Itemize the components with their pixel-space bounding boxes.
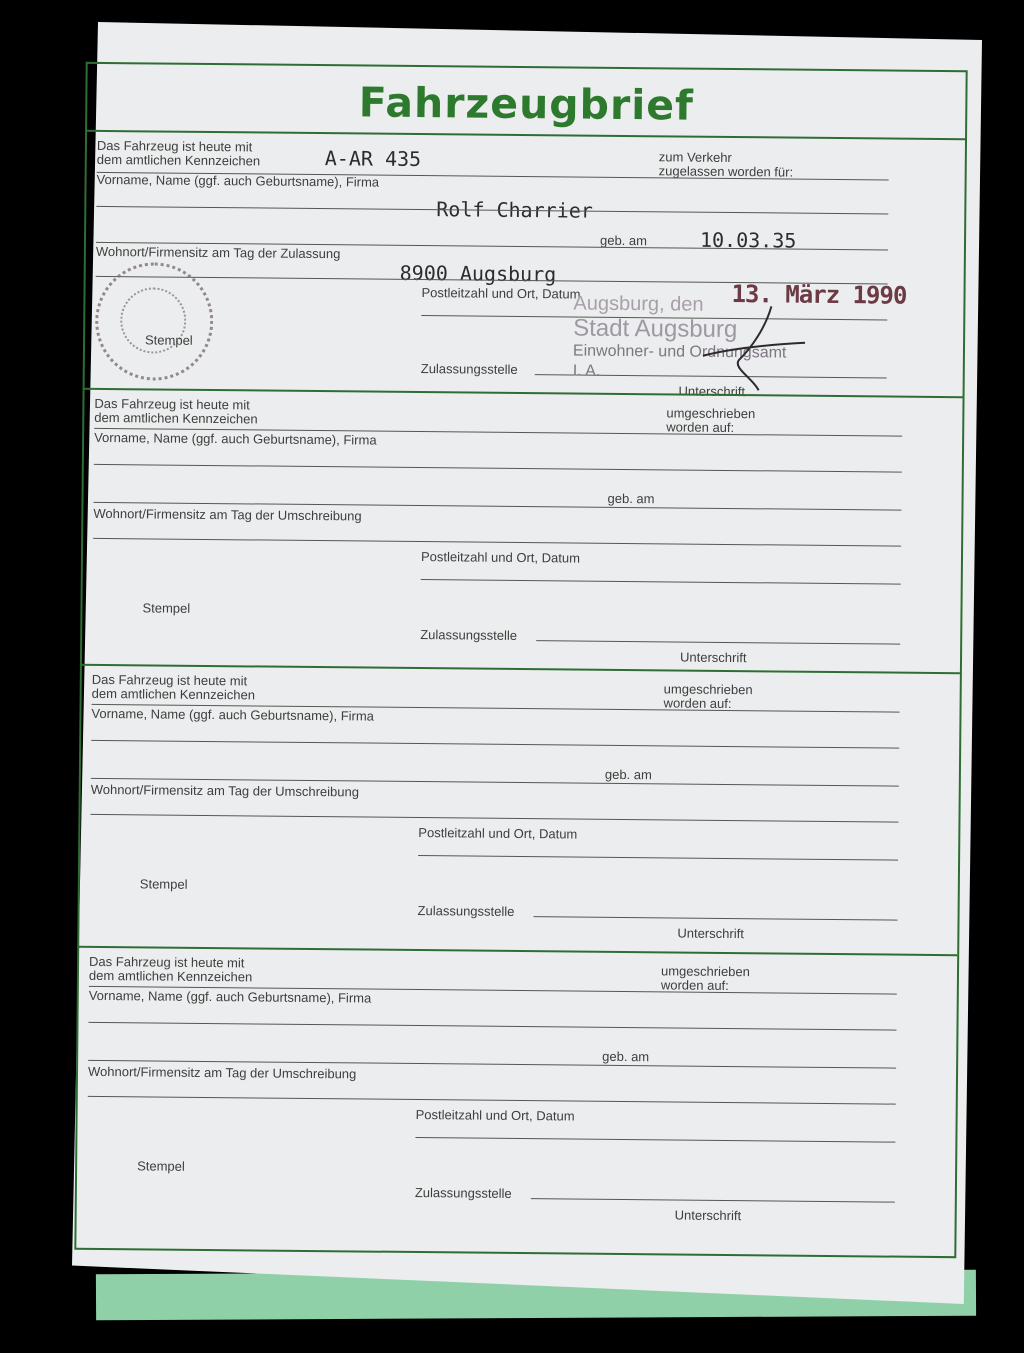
stamp-city: Augsburg, den	[573, 292, 704, 316]
vehicle-label-line2: dem amtlichen Kennzeichen	[91, 685, 256, 703]
official-seal-stamp	[95, 262, 214, 381]
postal-label: Postleitzahl und Ort, Datum	[415, 1107, 575, 1124]
rewritten-label-line1: umgeschrieben	[663, 681, 753, 698]
residence-label: Wohnort/Firmensitz am Tag der Umschreibung	[87, 1063, 357, 1082]
office-label: Zulassungsstelle	[420, 361, 518, 377]
vehicle-label-line1: Das Fahrzeug ist heute mit	[91, 671, 248, 689]
stamp-label: Stempel	[139, 876, 188, 892]
vehicle-label-line2: dem amtlichen Kennzeichen	[88, 967, 253, 985]
residence-label: Wohnort/Firmensitz am Tag der Zulassung	[95, 243, 341, 262]
vehicle-label-line1: Das Fahrzeug ist heute mit	[89, 953, 245, 971]
office-label: Zulassungsstelle	[414, 1185, 512, 1201]
office-label: Zulassungsstelle	[420, 627, 518, 643]
vehicle-label-line1: Das Fahrzeug ist heute mit	[94, 395, 250, 413]
residence-value: 8900 Augsburg	[399, 260, 557, 287]
stamp-label: Stempel	[144, 332, 193, 348]
owner-name-value: Rolf Charrier	[436, 197, 593, 223]
handwritten-signature	[693, 298, 814, 399]
signature-label: Unterschrift	[679, 649, 747, 666]
vehicle-registration-form	[74, 62, 967, 1258]
stamp-date: 13. März 1990	[731, 280, 907, 310]
postal-label: Postleitzahl und Ort, Datum	[420, 549, 581, 566]
admitted-label-line2: zugelassen worden für:	[658, 163, 794, 180]
stamp-label: Stempel	[142, 600, 191, 616]
vehicle-label-line2: dem amtlichen Kennzeichen	[96, 151, 261, 169]
name-label: Vorname, Name (ggf. auch Geburtsname), Firma	[94, 429, 377, 448]
rewritten-label-line1: umgeschrieben	[666, 405, 756, 422]
born-value: 10.03.35	[699, 227, 797, 253]
stamp-department: Einwohner- und Ordnungsamt	[572, 342, 787, 362]
born-label: geb. am	[599, 232, 648, 249]
office-label: Zulassungsstelle	[417, 903, 515, 919]
name-label: Vorname, Name (ggf. auch Geburtsname), Firma	[96, 171, 380, 190]
born-label: geb. am	[604, 766, 652, 783]
signature-label: Unterschrift	[677, 925, 744, 942]
postal-label: Postleitzahl und Ort, Datum	[418, 825, 578, 842]
rewritten-label-line2: worden auf:	[666, 419, 735, 436]
stamp-label: Stempel	[137, 1158, 185, 1174]
name-label: Vorname, Name (ggf. auch Geburtsname), Firma	[88, 987, 372, 1006]
admitted-label-line1: zum Verkehr	[658, 149, 732, 166]
stamp-office: Stadt Augsburg	[573, 314, 738, 344]
rewritten-label-line2: worden auf:	[663, 695, 732, 712]
name-label: Vorname, Name (ggf. auch Geburtsname), Firma	[91, 705, 375, 724]
stamp-ia: I. A.	[572, 362, 601, 380]
born-label: geb. am	[607, 490, 655, 507]
born-label: geb. am	[602, 1048, 650, 1065]
rewritten-label-line2: worden auf:	[660, 977, 729, 994]
residence-label: Wohnort/Firmensitz am Tag der Umschreibung	[93, 505, 362, 524]
vehicle-label-line2: dem amtlichen Kennzeichen	[94, 409, 258, 427]
postal-label: Postleitzahl und Ort, Datum	[421, 285, 581, 302]
signature-label: Unterschrift	[674, 1207, 742, 1224]
vehicle-label-line1: Das Fahrzeug ist heute mit	[96, 137, 253, 155]
license-plate-value: A-AR 435	[324, 146, 422, 172]
form-title: Fahrzeugbrief	[358, 78, 695, 130]
rewritten-label-line1: umgeschrieben	[660, 963, 750, 980]
signature-label: Unterschrift	[678, 383, 746, 400]
residence-label: Wohnort/Firmensitz am Tag der Umschreibung	[90, 781, 360, 800]
